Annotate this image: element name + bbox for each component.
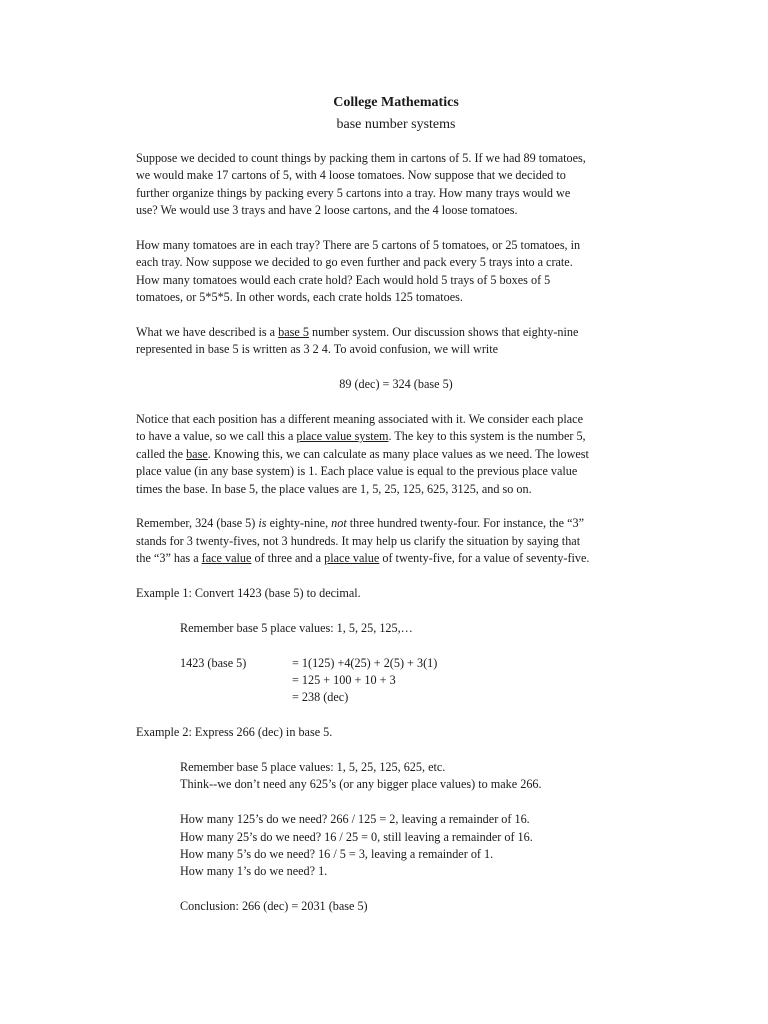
underlined-term-face-value: face value [201,551,252,566]
underlined-term-place-value: place value [324,551,380,566]
text-line: How many tomatoes would each crate hold? Each would hold 5 trays of 5 boxes of 5 [136,272,551,287]
paragraph-tomato-cartons [136,150,656,220]
text-line: stands for 3 twenty-fives, not 3 hundreds. It may help us clarify the situation by saying that [136,533,581,548]
example-2-think: Think--we don’t need any 625’s (or any bigger place values) to make 266. [180,777,542,792]
example-1-label: 1423 (base 5) [180,655,247,670]
text-line: tomatoes, or 5*5*5. In other words, each crate holds 125 tomatoes. [136,290,463,305]
equation-89-dec: 89 (dec) = 324 (base 5) [339,377,453,392]
example-1-step: = 125 + 100 + 10 + 3 [292,673,396,688]
emphasis-not: not [331,516,347,531]
underlined-term-base: base [186,446,208,461]
underlined-term-place-value-system: place value system [296,429,389,444]
text-line: called the base. Knowing this, we can calculate as many place values as we need. The lowest [136,446,589,461]
text-line: use? We would use 3 trays and have 2 loose cartons, and the 4 loose tomatoes. [136,203,518,218]
example-1-result: = 238 (dec) [292,690,349,705]
paragraph-tomato-trays [136,237,656,307]
text-line: further organize things by packing every 5 cartons into a tray. How many trays would we [136,185,571,200]
example-2-heading: Example 2: Express 266 (dec) in base 5. [136,725,333,740]
text-line: Suppose we decided to count things by packing them in cartons of 5. If we had 89 tomatoes, [136,151,586,165]
text-line: What we have described is a base 5 number system. Our discussion shows that eighty-nine [136,325,579,340]
example-2-question: How many 25’s do we need? 16 / 25 = 0, still leaving a remainder of 16. [180,829,533,844]
underlined-term-base-5: base 5 [278,325,309,340]
example-2-question: How many 5’s do we need? 16 / 5 = 3, leaving a remainder of 1. [180,847,494,862]
example-1-heading: Example 1: Convert 1423 (base 5) to decimal. [136,586,361,601]
example-1-step-row [180,655,656,672]
text-line: represented in base 5 is written as 3 2 4. To avoid confusion, we will write [136,342,499,357]
text-line: each tray. Now suppose we decided to go even further and pack every 5 trays into a crate. [136,255,573,270]
text-line: to have a value, so we call this a place value system. The key to this system is the number 5, [136,429,586,444]
document-page [136,94,656,916]
document-subtitle: base number systems [336,117,456,132]
text-line: we would make 17 cartons of 5, with 4 loose tomatoes. Now suppose that we decided to [136,168,566,183]
example-1-step: = 1(125) +4(25) + 2(5) + 3(1) [292,655,438,670]
example-1-block [136,620,656,707]
paragraph-face-value [136,515,656,567]
text-line: place value (in any base system) is 1. Each place value is equal to the previous place value [136,464,578,479]
text-line: the “3” has a face value of three and a place value of twenty-five, for a value of seventy-five. [136,551,590,566]
example-2-conclusion: Conclusion: 266 (dec) = 2031 (base 5) [180,899,368,914]
text-line: times the base. In base 5, the place values are 1, 5, 25, 125, 625, 3125, and so on. [136,481,532,496]
example-2-question: How many 125’s do we need? 266 / 125 = 2, leaving a remainder of 16. [180,812,530,827]
emphasis-is: is [258,516,267,531]
paragraph-place-value-system [136,411,656,498]
example-2-reminder: Remember base 5 place values: 1, 5, 25, 125, 625, etc. [180,760,446,775]
example-2-block [136,759,656,916]
text-line: How many tomatoes are in each tray? There are 5 cartons of 5 tomatoes, or 25 tomatoes, in [136,238,581,253]
text-line: Notice that each position has a different meaning associated with it. We consider each place [136,412,583,427]
document-title: College Mathematics [333,95,459,110]
example-1-reminder: Remember base 5 place values: 1, 5, 25, 125,… [180,620,413,635]
example-2-question: How many 1’s do we need? 1. [180,864,328,879]
paragraph-base5-description [136,324,656,359]
text-line: Remember, 324 (base 5) is eighty-nine, not three hundred twenty-four. For instance, the “3” [136,516,584,531]
